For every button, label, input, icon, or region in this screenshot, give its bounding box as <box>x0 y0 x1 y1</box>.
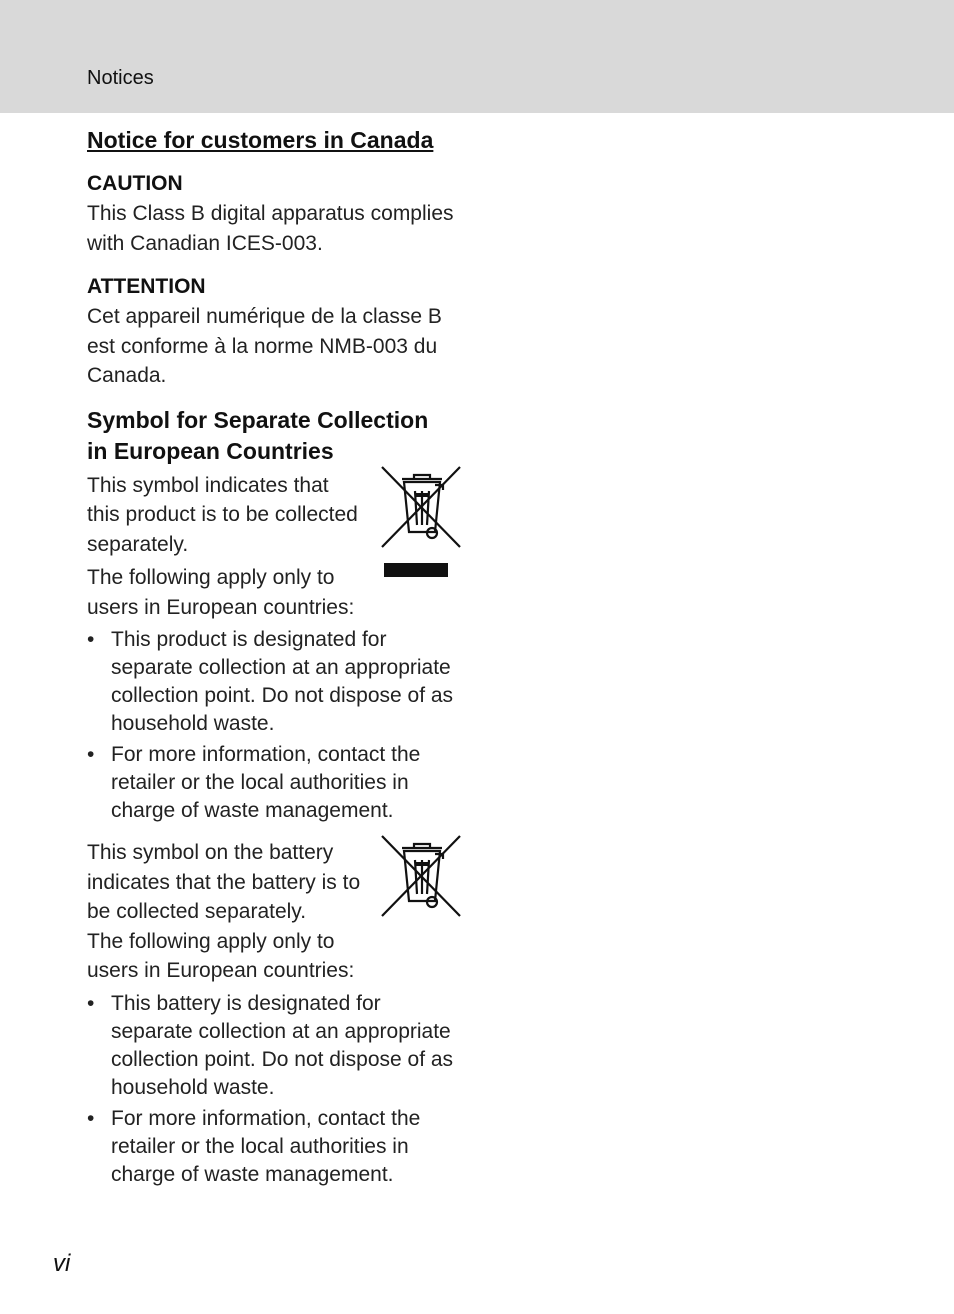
product-symbol-block <box>87 471 462 623</box>
battery-bullet-list <box>87 990 462 1189</box>
page-content <box>87 125 462 1192</box>
separate-collection-title-line1: Symbol for Separate Collection <box>87 406 429 433</box>
attention-text: Cet appareil numérique de la classe B est conforme à la norme NMB-003 du Canada. <box>87 305 442 387</box>
header-band <box>0 0 954 113</box>
list-item: • This battery is designated for separate collection at an appropriate collection point. Do not dispose of as household waste. <box>87 990 462 1102</box>
crossed-out-wheelie-bin-icon <box>380 465 462 549</box>
page-number: vi <box>53 1250 71 1277</box>
product-bullet-list <box>87 626 462 825</box>
canada-notice-title: Notice for customers in Canada <box>87 127 434 153</box>
battery-symbol-intro: This symbol on the battery indicates that the battery is to be collected separately. <box>87 841 361 923</box>
caution-heading: CAUTION <box>87 172 183 195</box>
list-item: • For more information, contact the retailer or the local authorities in charge of waste management. <box>87 741 462 825</box>
list-item: • This product is designated for separate collection at an appropriate collection point. Do not dispose of as household waste. <box>87 626 462 738</box>
attention-heading: ATTENTION <box>87 275 206 298</box>
caution-text: This Class B digital apparatus complies with Canadian ICES-003. <box>87 202 454 255</box>
crossed-out-wheelie-bin-icon <box>380 834 462 918</box>
product-symbol-intro: This symbol indicates that this product is to be collected separately. <box>87 473 358 556</box>
bin-solid-bar <box>384 563 448 577</box>
separate-collection-title-line2: in European Countries <box>87 437 334 464</box>
separate-collection-title <box>87 405 462 467</box>
list-item: • For more information, contact the retailer or the local authorities in charge of waste management. <box>87 1105 462 1189</box>
battery-apply-text: The following apply only to users in European countries: <box>87 929 355 982</box>
battery-symbol-block <box>87 838 462 986</box>
section-label: Notices <box>87 67 154 89</box>
product-apply-text: The following apply only to users in European countries: <box>87 566 355 619</box>
